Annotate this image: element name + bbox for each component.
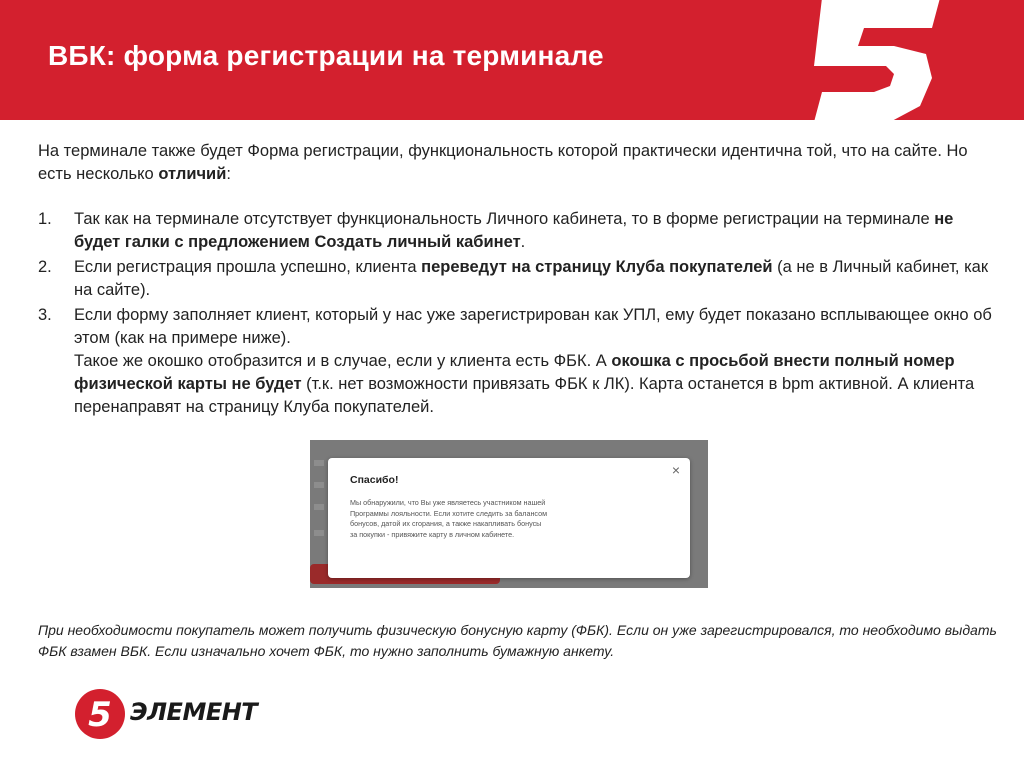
item-bold: окошка с просьбой внести полный номер физической карты не будет: [74, 352, 955, 393]
intro-end: :: [226, 165, 231, 183]
background-form-fragment: [314, 482, 324, 488]
company-logo: [74, 688, 274, 740]
logo-five-mark: [74, 688, 126, 740]
item-text: .: [520, 233, 526, 251]
footnote: При необходимости покупатель может получить физическую бонусную карту (ФБК). Если он уже зарегистрировался, то необходимо выдать ФБК взамен ВБК. Если изначально хочет ФБК, то нужно заполнить бумажную анкету.: [38, 622, 997, 659]
list-number: 2.: [38, 258, 52, 276]
background-form-fragment: [314, 530, 324, 536]
differences-list: [38, 208, 998, 419]
intro-bold: отличий: [158, 165, 227, 183]
dialog-message: Мы обнаружили, что Вы уже являетесь участником нашей Программы лояльности. Если хотите следить за балансом бонусов, датой их сгорания, а также накапливать бонусы за покупки - привяжите карту в личном кабинете.: [350, 498, 548, 539]
intro-paragraph: [38, 140, 998, 186]
background-form-fragment: [314, 504, 324, 510]
item-text: Если форму заполняет клиент, который у нас уже зарегистрирован как УПЛ, ему будет показано всплывающее окно об этом (как на примере ниже).: [74, 306, 992, 347]
list-item: [38, 208, 998, 254]
item-bold: переведут на страницу Клуба покупателей: [421, 258, 773, 276]
logo-mark-text: 5: [88, 695, 112, 735]
background-form-fragment: [314, 460, 324, 466]
brand-five-logo: [794, 0, 944, 124]
body-text: [38, 140, 998, 421]
item-bold: не будет галки с предложением Создать личный кабинет: [74, 210, 954, 251]
thank-you-dialog: [328, 458, 690, 578]
item-text: Такое же окошко отобразится и в случае, если у клиента есть ФБК. А: [74, 352, 612, 370]
list-item: [38, 304, 998, 419]
list-item: [38, 256, 998, 302]
dialog-title: Спасибо!: [350, 474, 399, 486]
close-icon[interactable]: ×: [671, 462, 680, 478]
item-text: Если регистрация прошла успешно, клиента: [74, 258, 422, 276]
list-number: 3.: [38, 306, 52, 324]
slide-title: ВБК: форма регистрации на терминале: [48, 40, 604, 71]
item-text: Так как на терминале отсутствует функциональность Личного кабинета, то в форме регистрации на терминале: [74, 210, 935, 228]
logo-wordmark: ЭЛЕМЕНТ: [130, 698, 258, 726]
list-number: 1.: [38, 210, 52, 228]
title-banner: [0, 0, 1024, 120]
intro-text: На терминале также будет Форма регистрации, функциональность которой практически идентична той, что на сайте. Но есть несколько: [38, 142, 968, 183]
item-text: (а не в Личный кабинет, как на сайте).: [74, 258, 989, 299]
item-text: (т.к. нет возможности привязать ФБК к ЛК). Карта останется в bpm активной. А клиента перенаправят на страницу Клуба покупателей.: [74, 375, 975, 416]
popup-screenshot: [310, 440, 708, 588]
